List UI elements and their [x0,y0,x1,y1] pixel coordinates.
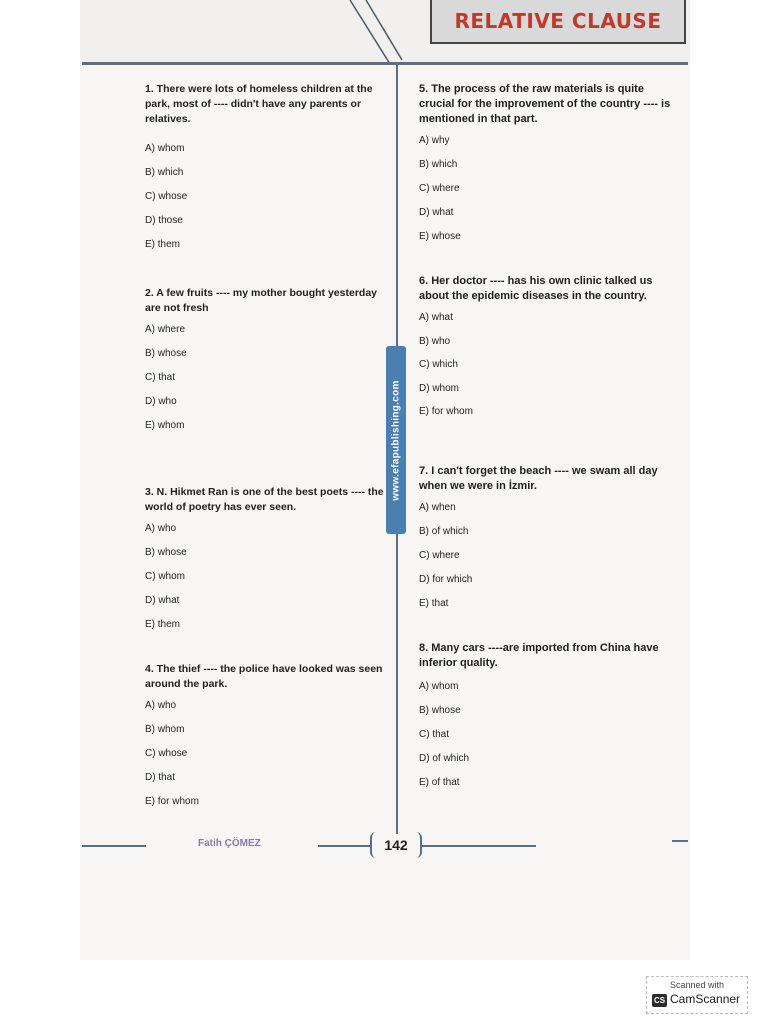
option-e: E) for whom [145,796,199,807]
option-list [419,496,681,616]
header-decoration [340,0,430,64]
option-a: A) whom [419,681,459,692]
page-number: 142 [370,832,422,858]
option-a: A) who [145,523,177,534]
publisher-url: www.efapublishing.com [390,379,402,501]
question-4 [145,662,385,814]
option-a: A) where [145,324,186,335]
option-c: C) where [419,183,460,194]
chapter-title: RELATIVE CLAUSE [454,9,662,33]
publisher-url-wrap [386,346,406,534]
option-c: C) where [419,550,460,561]
option-a: A) who [145,700,177,711]
question-6 [419,274,681,424]
option-b: B) which [419,159,458,170]
option-b: B) who [419,335,451,347]
option-a: A) whom [145,143,185,154]
question-1 [145,82,385,257]
chapter-header [430,0,686,44]
option-list [145,137,385,257]
question-stem: 7. I can't forget the beach ---- we swam all day when we were in İzmir. [419,465,658,492]
option-c: C) that [419,729,450,740]
option-e: E) of that [419,777,460,788]
option-c: C) that [145,372,176,383]
option-d: D) those [145,215,183,226]
option-b: B) of which [419,526,469,537]
scanned-with-text: Scanned with [669,980,725,990]
question-stem: 3. N. Hikmet Ran is one of the best poets ---- the world of poetry has ever seen. [145,486,384,513]
option-d: D) of which [419,753,470,764]
question-stem: 6. Her doctor ---- has his own clinic talked us about the epidemic diseases in the country. [419,275,653,302]
option-e: E) that [419,598,449,609]
footer-rule-left [82,845,146,847]
option-c: C) whose [145,748,188,759]
option-b: B) whose [145,348,187,359]
option-e: E) whom [145,420,185,431]
question-stem: 8. Many cars ----are imported from China have inferior quality. [419,642,659,669]
option-e: E) them [145,239,181,250]
footer-rule-edge [672,840,688,842]
option-b: B) whose [145,547,187,558]
option-d: D) that [145,772,176,783]
option-e: E) them [145,619,181,630]
option-b: B) whose [419,705,461,716]
question-stem: 4. The thief ---- the police have looked was seen around the park. [145,663,383,690]
option-a: A) when [419,502,456,513]
author-name: Fatih ÇÖMEZ [198,838,261,849]
top-rule [82,62,688,65]
option-b: B) whom [145,724,185,735]
option-c: C) whose [145,191,188,202]
option-list [419,306,681,424]
option-list [419,129,681,249]
option-d: D) what [145,595,180,606]
option-d: D) who [145,396,177,407]
option-list [145,694,385,814]
option-b: B) which [145,167,184,178]
option-d: D) for which [419,574,473,585]
question-stem: 2. A few fruits ---- my mother bought yesterday are not fresh [145,287,377,314]
question-stem: 1. There were lots of homeless children at the park, most of ---- didn't have any parents or relatives. [145,83,373,125]
question-7 [419,464,681,616]
option-a: A) what [419,312,453,323]
option-list [419,675,681,795]
option-d: D) what [419,207,454,218]
footer-rule-mid [318,845,370,847]
camscanner-brand: CamScanner [670,992,741,1006]
question-stem: 5. The process of the raw materials is quite crucial for the improvement of the country ---- is mentioned in that part. [419,83,671,125]
option-list [145,517,385,637]
option-c: C) which [419,359,458,370]
option-e: E) whose [419,231,461,242]
question-2 [145,286,385,438]
camscanner-logo-icon: CS [653,996,666,1005]
question-5 [419,82,681,249]
option-a: A) why [419,135,450,146]
scanner-watermark [646,976,748,1014]
footer-rule-right [422,845,536,847]
option-list [145,318,385,438]
question-3 [145,485,385,637]
option-e: E) for whom [419,406,473,417]
option-c: C) whom [145,571,186,582]
question-8 [419,641,681,795]
option-d: D) whom [419,382,460,394]
